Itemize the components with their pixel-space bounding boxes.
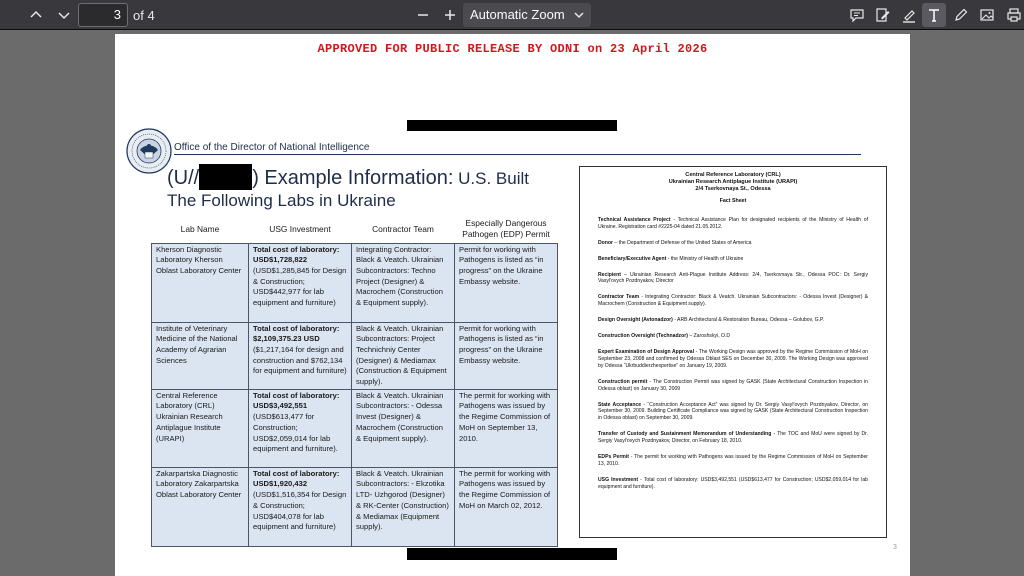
- zoom-select[interactable]: [463, 3, 591, 27]
- comment-icon: [849, 7, 865, 23]
- fact-entry-text: - The Construction Permit was signed by GASK (State Architectural Construction Inspection in Odessa oblast) on January 30, 2009: [598, 378, 868, 392]
- fact-sheet-heading-3: 2/4 Tserkovnaya St., Odessa: [695, 186, 771, 192]
- table-row: [152, 322, 558, 389]
- fact-entry: [598, 454, 868, 468]
- fact-entry: [598, 349, 868, 370]
- fact-entry-label: Beneficiary/Executive Agent: [598, 255, 667, 262]
- cost-total: Total cost of laboratory: $2,109,375.23 USD: [253, 323, 340, 344]
- fact-entry-label: Donor: [598, 239, 613, 246]
- fact-entry-text: - Total cost of laboratory: USD$3,492,551 (USD$613,477 for Construction; USD$2,059,014 for lab equipment and furniture).: [598, 476, 868, 490]
- fact-entry-label: USG Investment: [598, 476, 639, 483]
- fact-entry-text: – Zaroshskyi, O.D: [687, 333, 731, 340]
- highlight-button[interactable]: [897, 3, 921, 27]
- title-small: U.S. Built: [453, 169, 530, 188]
- table-row: [152, 243, 558, 322]
- redaction-bar: [407, 548, 617, 560]
- fact-entry: [598, 379, 868, 393]
- contractor-cell: Black & Veatch. Ukrainian Subcontractors: - Ekzotika LTD- Uzhgorod (Designer) & RK-Center (Construction) & Mediamax (Equipment supply).: [352, 467, 455, 546]
- contractor-cell: Black & Veatch. Ukrainian Subcontractors: - Odessa Invest (Designer) & Macrochem (Construction & Equipment supply).: [352, 389, 455, 467]
- header-contractor-team: Contractor Team: [372, 223, 434, 234]
- lab-name-cell: Central Reference Laboratory (CRL) Ukrainian Research Antiplague Institute (URAPI): [152, 389, 249, 467]
- usg-investment-cell: [249, 467, 352, 546]
- printer-icon: [1006, 7, 1022, 23]
- cost-detail: (USD$1,285,845 for Design & Construction; USD$442,977 for lab equipment and furniture): [253, 265, 347, 308]
- pencil-icon: [953, 7, 969, 23]
- release-banner: APPROVED FOR PUBLIC RELEASE BY ODNI on 23 April 2026: [317, 42, 708, 56]
- fact-entry-label: Expert Examination of Design Approval: [598, 348, 695, 355]
- header-edp-permit: Especially Dangerous Pathogen (EDP) Permit: [462, 218, 550, 239]
- fact-entry-text: – Ukrainian Research Anti-Plague Institute Address: 2/4, Tserkovnaya Str., Odessa POC: Dr. Sergiy Vasyl'ovych Pozdnyakov, Director: [598, 271, 868, 285]
- cost-detail: (USD$1,516,354 for Design & Construction; USD$404,078 for lab equipment and furniture): [253, 490, 347, 532]
- contractor-cell: Integrating Contractor: Black & Veatch. Ukrainian Subcontractors: Techno Project (Designer) & Macrochem (Construction & Equipment supply).: [352, 243, 455, 322]
- office-header: Office of the Director of National Intelligence: [174, 142, 370, 153]
- usg-investment-cell: [249, 389, 352, 467]
- fact-entry: [598, 256, 868, 263]
- cost-detail: (USD$613,477 for Construction; USD$2,059,014 for lab equipment and furniture).: [253, 412, 338, 454]
- fact-entry-text: - Integrating Contractor: Black & Veatch. Ukrainian Subcontractors: - Odessa Invest (Designer) & Macrochem (Construction & Equipment supply).: [598, 294, 868, 308]
- header-divider: [174, 154, 861, 155]
- page-count-label: of 4: [133, 8, 155, 23]
- title-line-2: The Following Labs in Ukraine: [167, 191, 396, 210]
- fact-entry-text: - The TOC and MoU were signed by Dr. Sergiy Vasyl'ovych Pozdnyakov, Director, on February 18, 2010.: [598, 431, 868, 445]
- highlighter-icon: [901, 7, 917, 23]
- permit-cell: The permit for working with Pathogens was issued by the Regime Commission of MoH on September 13, 2010.: [455, 389, 558, 467]
- contractor-cell: Black & Veatch. Ukrainian Subcontractors: Project Technichniy Center (Designer) & Mediamax (Construction & Equipment supply).: [352, 322, 455, 389]
- fact-entry: [598, 272, 868, 286]
- header-lab-name: Lab Name: [180, 223, 220, 234]
- plus-icon: [443, 8, 457, 22]
- fact-entry-text: - The Working Design was approved by the Regime Commission of MoH on September 23, 2008 and confirmed by Odessa Oblast SES on December 30, 2009. The Working Design was approved by Odessa “Ukrbuddierzhexpertise” on January 19, 2009.: [598, 348, 868, 369]
- header-usg-investment: USG Investment: [269, 223, 331, 234]
- table-header-row: [152, 215, 558, 243]
- sign-button[interactable]: [871, 3, 895, 27]
- usg-investment-cell: [249, 243, 352, 322]
- fact-entry-text: – the Department of Defense of the United States of America: [613, 239, 752, 246]
- fact-entry: [598, 333, 868, 340]
- lab-name-cell: Zakarpartska Diagnostic Laboratory Zakarpartska Oblast Laboratory Center: [152, 467, 249, 546]
- cost-total: Total cost of laboratory: USD$3,492,551: [253, 390, 340, 411]
- fact-entry-text: - The permit for working with Pathogens was issued by the Regime Commission of MoH on September 13, 2010.: [598, 454, 868, 467]
- table-row: [152, 389, 558, 467]
- title-prefix: (U//: [167, 167, 200, 189]
- usg-investment-cell: [249, 322, 352, 389]
- lab-name-cell: Institute of Veterinary Medicine of the National Academy of Agrarian Sciences: [152, 322, 249, 389]
- chevron-down-icon: [573, 3, 585, 35]
- fact-sheet-heading-2: Ukrainian Research Antiplague Institute (URAPI): [668, 179, 798, 185]
- fact-entry: [598, 402, 868, 423]
- fact-entry-label: Contractor Team: [598, 294, 640, 301]
- labs-table: [151, 215, 558, 547]
- title-main: ) Example Information:: [252, 167, 454, 189]
- pdf-toolbar: [0, 0, 1024, 30]
- permit-cell: Permit for working with Pathogens is listed as “in progress” on the Ukraine Embassy website.: [455, 322, 558, 389]
- fact-entry-label: Construction Oversight (Technadzor): [598, 333, 688, 340]
- text-icon: [926, 7, 942, 23]
- add-image-button[interactable]: [975, 3, 999, 27]
- previous-page-button[interactable]: [24, 3, 48, 27]
- fact-entry-text: - ARB Architectural & Restoration Bureau, Odessa – Golubov, G.P.: [672, 317, 825, 324]
- fact-sheet-heading-1: Central Reference Laboratory (CRL): [685, 172, 781, 178]
- cost-total: Total cost of laboratory: USD$1,728,822: [253, 244, 340, 265]
- page-number-input[interactable]: 3: [78, 3, 128, 27]
- fact-entry: [598, 294, 868, 308]
- title-redaction: [199, 164, 252, 190]
- fact-sheet: [579, 166, 887, 538]
- zoom-in-button[interactable]: [438, 3, 462, 27]
- permit-cell: Permit for working with Pathogens is listed as “in progress” on the Ukraine Embassy website.: [455, 243, 558, 322]
- zoom-out-button[interactable]: [411, 3, 435, 27]
- image-icon: [979, 7, 995, 23]
- redaction-bar: [407, 120, 617, 131]
- fact-entry: [598, 477, 868, 491]
- fact-entry-label: Design Oversight (Avtonadzor): [598, 317, 673, 324]
- fact-entry: [598, 217, 868, 231]
- lab-name-cell: Kherson Diagnostic Laboratory Kherson Oblast Laboratory Center: [152, 243, 249, 322]
- table-row: [152, 467, 558, 546]
- fact-entry-label: Construction permit: [598, 378, 648, 385]
- slide-title: [167, 164, 529, 212]
- fact-entry-text: - Technical Assistance Plan for designated recipients of the Ministry of Health of Ukraine. Registration card #2225-04 dated 21.05.2012.: [598, 216, 868, 230]
- chevron-down-icon: [57, 8, 71, 22]
- fact-sheet-subtitle: Fact Sheet: [719, 198, 747, 204]
- odni-seal-icon: [126, 128, 172, 174]
- cost-detail: ($1,217,164 for design and construction and $762,134 for equipment and furniture): [253, 344, 347, 376]
- chevron-up-icon: [29, 8, 43, 22]
- fact-entry-text: - “Construction Acceptance Act” was signed by Dr. Sergiy Vasyl'ovych Pozdnyakov, Director, on September 30, 2009. Building Certificate Compliance was signed by GASK (State Architectural Construction Inspection in Odessa oblast) on September 30, 2009.: [598, 401, 868, 422]
- fact-entry-label: Recipient: [598, 271, 621, 278]
- document-page: [115, 34, 910, 576]
- signature-icon: [875, 7, 891, 23]
- zoom-select-value: Automatic Zoom: [470, 7, 565, 22]
- text-button[interactable]: [922, 3, 946, 27]
- print-button[interactable]: [1002, 3, 1024, 27]
- fact-entry: [598, 431, 868, 445]
- page-footer-number: 3: [893, 544, 897, 551]
- minus-icon: [416, 8, 430, 22]
- fact-entry-label: Transfer of Custody and Sustainment Memorandum of Understanding: [598, 431, 772, 438]
- comment-button[interactable]: [845, 3, 869, 27]
- permit-cell: The permit for working with Pathogens was issued by the Regime Commission of MoH on March 02, 2012.: [455, 467, 558, 546]
- fact-entry-label: Technical Assistance Project: [598, 216, 671, 223]
- fact-entry: [598, 240, 868, 247]
- cost-total: Total cost of laboratory: USD$1,920,432: [253, 468, 340, 489]
- draw-button[interactable]: [949, 3, 973, 27]
- next-page-button[interactable]: [52, 3, 76, 27]
- fact-entry: [598, 317, 868, 324]
- fact-entry-label: EDPs Permit: [598, 454, 629, 461]
- fact-entry-label: State Acceptance: [598, 401, 642, 408]
- fact-entry-text: - the Ministry of Health of Ukraine: [666, 255, 744, 262]
